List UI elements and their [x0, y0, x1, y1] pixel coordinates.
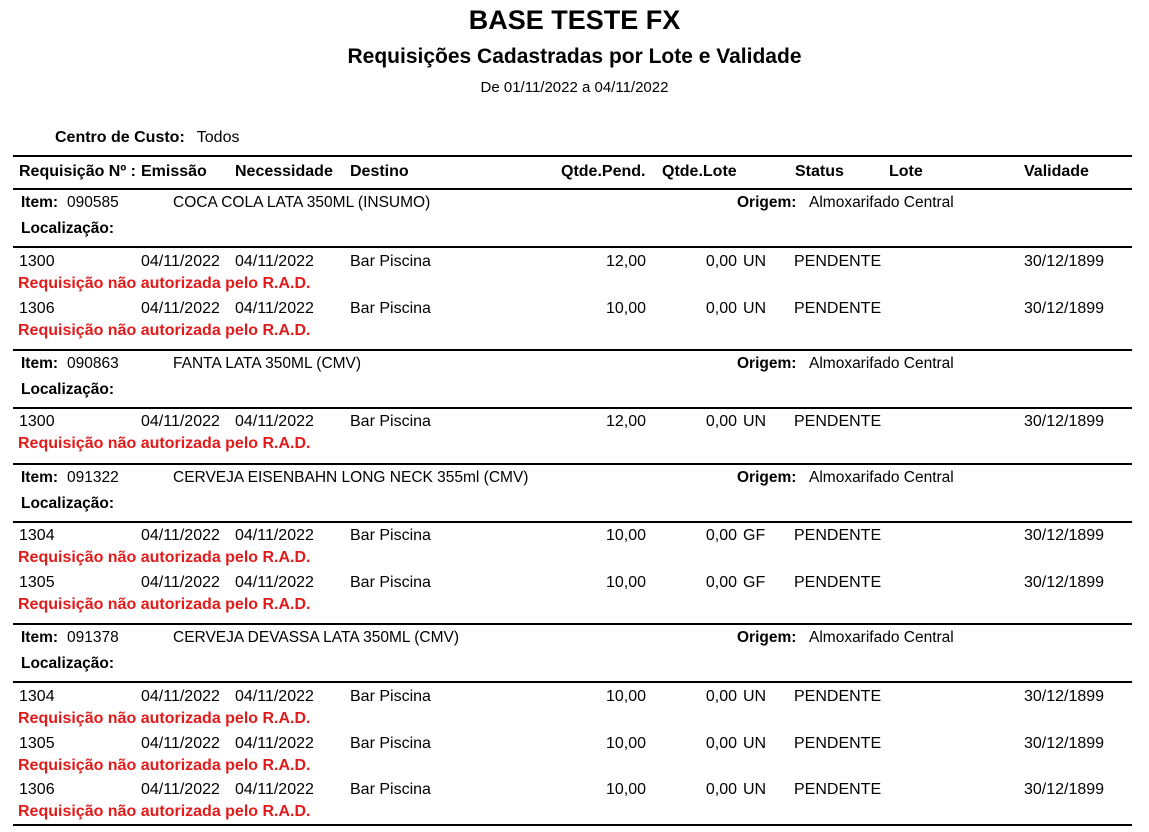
column-header-status: Status	[795, 163, 844, 180]
qtde-lote: 0,00	[705, 688, 737, 705]
validade: 30/12/1899	[1024, 781, 1105, 798]
unidade: UN	[743, 688, 767, 705]
item-description: CERVEJA EISENBAHN LONG NECK 355ml (CMV)	[173, 469, 529, 486]
item-line	[21, 194, 58, 212]
req-number: 1305	[19, 735, 55, 752]
origem-label: Origem:	[737, 355, 797, 372]
item-description: COCA COLA LATA 350ML (INSUMO)	[173, 194, 431, 211]
cost-center	[55, 129, 239, 147]
cost-center-label: Centro de Custo:	[55, 129, 185, 146]
column-header-lote: Lote	[889, 163, 923, 180]
emissao-date: 04/11/2022	[141, 413, 220, 430]
header-top-rule	[13, 155, 1132, 157]
unidade: UN	[743, 781, 767, 798]
item-code: 091378	[67, 629, 119, 646]
status: PENDENTE	[794, 253, 882, 270]
emissao-date: 04/11/2022	[141, 735, 220, 752]
validade: 30/12/1899	[1024, 413, 1105, 430]
group-rows-rule	[13, 246, 1132, 248]
necessidade-date: 04/11/2022	[235, 527, 314, 544]
localizacao-label: Localização:	[21, 381, 115, 398]
group-top-rule	[13, 349, 1132, 351]
origem-value: Almoxarifado Central	[809, 629, 954, 646]
status: PENDENTE	[794, 527, 882, 544]
localizacao-label: Localização:	[21, 655, 115, 672]
req-number: 1304	[19, 527, 55, 544]
unidade: UN	[743, 413, 767, 430]
emissao-date: 04/11/2022	[141, 300, 220, 317]
validade: 30/12/1899	[1024, 688, 1105, 705]
destino: Bar Piscina	[350, 735, 431, 752]
qtde-lote: 0,00	[705, 300, 737, 317]
item-code: 090863	[67, 355, 119, 372]
necessidade-date: 04/11/2022	[235, 688, 314, 705]
item-label: Item:	[21, 629, 59, 646]
column-header-emissao: Emissão	[141, 163, 207, 180]
origem-label: Origem:	[737, 469, 797, 486]
localizacao-label: Localização:	[21, 220, 115, 237]
rad-warning: Requisição não autorizada pelo R.A.D.	[18, 435, 311, 452]
validade: 30/12/1899	[1024, 574, 1105, 591]
necessidade-date: 04/11/2022	[235, 300, 314, 317]
column-header-requisicao: Requisição Nº :	[19, 163, 136, 180]
group-top-rule	[13, 463, 1132, 465]
rad-warning: Requisição não autorizada pelo R.A.D.	[18, 322, 311, 339]
rad-warning: Requisição não autorizada pelo R.A.D.	[18, 710, 311, 727]
necessidade-date: 04/11/2022	[235, 781, 314, 798]
req-number: 1304	[19, 688, 55, 705]
qtde-pend: 10,00	[605, 300, 646, 317]
req-number: 1306	[19, 781, 55, 798]
emissao-date: 04/11/2022	[141, 781, 220, 798]
destino: Bar Piscina	[350, 781, 431, 798]
status: PENDENTE	[794, 735, 882, 752]
status: PENDENTE	[794, 574, 882, 591]
req-number: 1300	[19, 253, 55, 270]
status: PENDENTE	[794, 300, 882, 317]
emissao-date: 04/11/2022	[141, 574, 220, 591]
column-header-qtde-lote: Qtde.Lote	[662, 163, 737, 180]
item-label: Item:	[21, 355, 59, 372]
qtde-lote: 0,00	[705, 253, 737, 270]
necessidade-date: 04/11/2022	[235, 413, 314, 430]
item-line	[21, 629, 58, 647]
group-top-rule	[13, 623, 1132, 625]
qtde-pend: 12,00	[605, 413, 646, 430]
origem-value: Almoxarifado Central	[809, 469, 954, 486]
group-rows-rule	[13, 407, 1132, 409]
destino: Bar Piscina	[350, 688, 431, 705]
validade: 30/12/1899	[1024, 527, 1105, 544]
validade: 30/12/1899	[1024, 300, 1105, 317]
status: PENDENTE	[794, 781, 882, 798]
unidade: GF	[743, 574, 766, 591]
column-header-qtde-pend: Qtde.Pend.	[561, 163, 646, 180]
qtde-pend: 10,00	[605, 735, 646, 752]
destino: Bar Piscina	[350, 527, 431, 544]
qtde-lote: 0,00	[705, 735, 737, 752]
group-rows-rule	[13, 681, 1132, 683]
cost-center-value: Todos	[196, 129, 240, 146]
column-header-validade: Validade	[1024, 163, 1089, 180]
req-number: 1305	[19, 574, 55, 591]
item-label: Item:	[21, 469, 59, 486]
item-description: FANTA LATA 350ML (CMV)	[173, 355, 362, 372]
item-line	[21, 469, 58, 487]
item-label: Item:	[21, 194, 59, 211]
qtde-lote: 0,00	[705, 413, 737, 430]
qtde-pend: 10,00	[605, 527, 646, 544]
rad-warning: Requisição não autorizada pelo R.A.D.	[18, 275, 311, 292]
group-top-rule	[13, 188, 1132, 190]
emissao-date: 04/11/2022	[141, 688, 220, 705]
column-header-destino: Destino	[350, 163, 409, 180]
unidade: UN	[743, 735, 767, 752]
destino: Bar Piscina	[350, 413, 431, 430]
validade: 30/12/1899	[1024, 253, 1105, 270]
emissao-date: 04/11/2022	[141, 527, 220, 544]
destino: Bar Piscina	[350, 253, 431, 270]
qtde-pend: 10,00	[605, 781, 646, 798]
destino: Bar Piscina	[350, 300, 431, 317]
qtde-lote: 0,00	[705, 527, 737, 544]
report-period: De 01/11/2022 a 04/11/2022	[480, 79, 669, 96]
qtde-pend: 10,00	[605, 574, 646, 591]
report-company: BASE TESTE FX	[468, 5, 681, 35]
origem-value: Almoxarifado Central	[809, 194, 954, 211]
rad-warning: Requisição não autorizada pelo R.A.D.	[18, 549, 311, 566]
item-description: CERVEJA DEVASSA LATA 350ML (CMV)	[173, 629, 459, 646]
report-title: Requisições Cadastradas por Lote e Validade	[347, 45, 802, 68]
emissao-date: 04/11/2022	[141, 253, 220, 270]
column-header-necessidade: Necessidade	[235, 163, 333, 180]
necessidade-date: 04/11/2022	[235, 574, 314, 591]
unidade: UN	[743, 253, 767, 270]
item-line	[21, 355, 58, 373]
item-code: 090585	[67, 194, 119, 211]
localizacao-label: Localização:	[21, 495, 115, 512]
report-bottom-rule	[13, 824, 1132, 826]
qtde-pend: 10,00	[605, 688, 646, 705]
group-rows-rule	[13, 521, 1132, 523]
rad-warning: Requisição não autorizada pelo R.A.D.	[18, 803, 311, 820]
validade: 30/12/1899	[1024, 735, 1105, 752]
origem-label: Origem:	[737, 629, 797, 646]
rad-warning: Requisição não autorizada pelo R.A.D.	[18, 757, 311, 774]
req-number: 1306	[19, 300, 55, 317]
status: PENDENTE	[794, 413, 882, 430]
unidade: GF	[743, 527, 766, 544]
unidade: UN	[743, 300, 767, 317]
necessidade-date: 04/11/2022	[235, 253, 314, 270]
origem-value: Almoxarifado Central	[809, 355, 954, 372]
qtde-pend: 12,00	[605, 253, 646, 270]
req-number: 1300	[19, 413, 55, 430]
status: PENDENTE	[794, 688, 882, 705]
origem-label: Origem:	[737, 194, 797, 211]
qtde-lote: 0,00	[705, 574, 737, 591]
necessidade-date: 04/11/2022	[235, 735, 314, 752]
qtde-lote: 0,00	[705, 781, 737, 798]
destino: Bar Piscina	[350, 574, 431, 591]
rad-warning: Requisição não autorizada pelo R.A.D.	[18, 596, 311, 613]
item-code: 091322	[67, 469, 119, 486]
